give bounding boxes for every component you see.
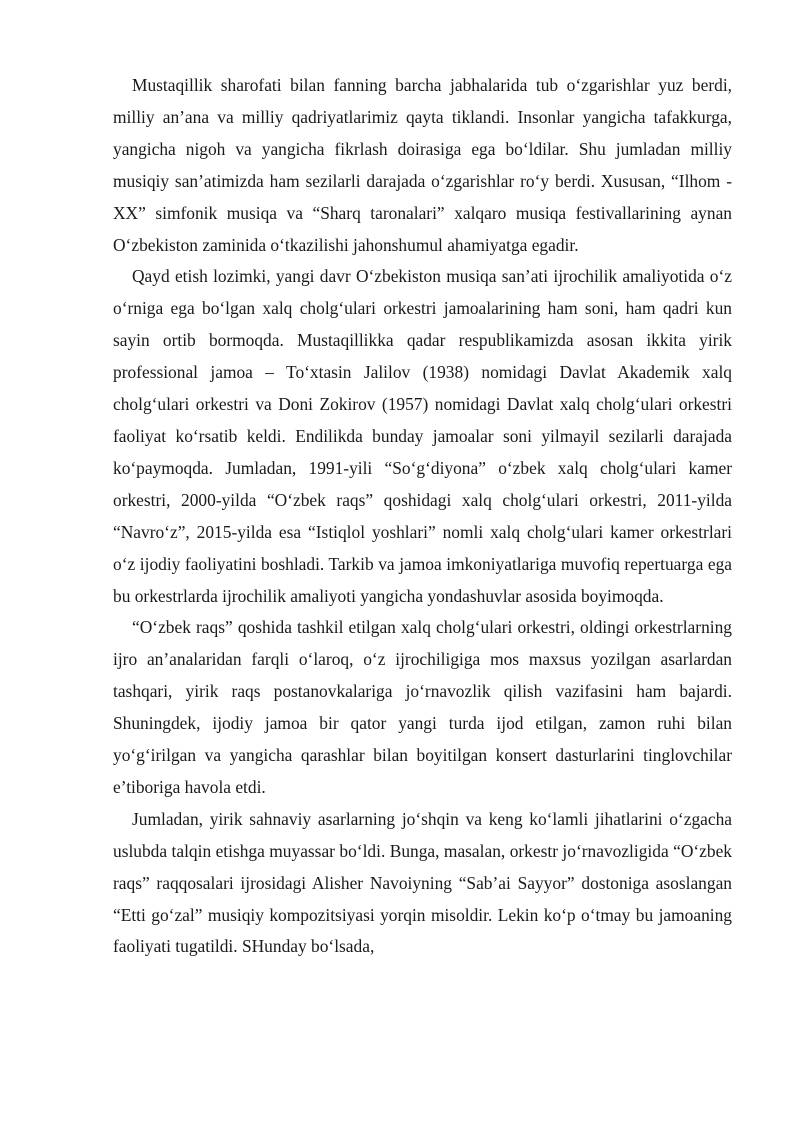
document-page (113, 70, 732, 963)
paragraph-stage-works: Jumladan, yirik sahnaviy asarlarning jo‘shqin va keng ko‘lamli jihatlarini o‘zgacha uslubda talqin etishga muyassar bo‘ldi. Bunga, masalan, orkestr jo‘rnavozligida “O‘zbek raqs” raqqosalari ijrosidagi Alisher Navoiyning “Sab’ai Sayyor” dostoniga asoslangan “Etti go‘zal” musiqiy kompozitsiyasi yorqin misoldir. Lekin ko‘p o‘tmay bu jamoaning faoliyati tugatildi. SHunday bo‘lsada, (113, 808, 732, 957)
paragraph-independence-changes: Mustaqillik sharofati bilan fanning barcha jabhalarida tub o‘zgarishlar yuz berdi, milliy an’ana va milliy qadriyatlarimiz qayta tiklandi. Insonlar yangicha tafakkurga, yangicha nigoh va yangicha fikrlash doirasiga ega bo‘ldilar. Shu jumladan milliy musiqiy san’atimizda ham sezilarli darajada o‘zgarishlar ro‘y berdi. Xususan, “Ilhom - XX” simfonik musiqa va “Sharq taronalari” xalqaro musiqa festivallarining aynan O‘zbekiston zaminida o‘tkazilishi jahonshumul ahamiyatga egadir. (113, 75, 732, 255)
paragraph-uzbek-raqs-orchestra: “O‘zbek raqs” qoshida tashkil etilgan xalq cholg‘ulari orkestri, oldingi orkestrlarning ijro an’analaridan farqli o‘laroq, o‘z ijrochiligiga mos maxsus yozilgan asarlardan tashqari, yirik raqs postanovkalariga jo‘rnavozlik qilish vazifasini ham bajardi. Shuningdek, ijodiy jamoa bir qator yangi turda ijod etilgan, zamon ruhi bilan yo‘g‘irilgan va yangicha qarashlar bilan boyitilgan konsert dasturlarini tinglovchilar e’tiboriga havola etdi. (113, 617, 732, 797)
paragraph-orchestra-growth: Qayd etish lozimki, yangi davr O‘zbekiston musiqa san’ati ijrochilik amaliyotida o‘z o‘rniga ega bo‘lgan xalq cholg‘ulari orkestri jamoalarining ham soni, ham qadri kun sayin ortib bormoqda. Mustaqillikka qadar respublikamizda asosan ikkita yirik professional jamoa – To‘xtasin Jalilov (1938) nomidagi Davlat Akademik xalq cholg‘ulari orkestri va Doni Zokirov (1957) nomidagi Davlat xalq cholg‘ulari orkestri faoliyat ko‘rsatib keldi. Endilikda bunday jamoalar soni yilmayil sezilarli darajada ko‘paymoqda. Jumladan, 1991-yili “So‘g‘diyona” o‘zbek xalq cholg‘ulari kamer orkestri, 2000-yilda “O‘zbek raqs” qoshidagi xalq cholg‘ulari orkestri, 2011-yilda “Navro‘z”, 2015-yilda esa “Istiqlol yoshlari” nomli xalq cholg‘ulari kamer orkestrlari o‘z ijodiy faoliyatini boshladi. Tarkib va jamoa imkoniyatlariga muvofiq repertuarga ega bu orkestrlarda ijrochilik amaliyoti yangicha yondashuvlar asosida boyimoqda. (113, 266, 732, 606)
